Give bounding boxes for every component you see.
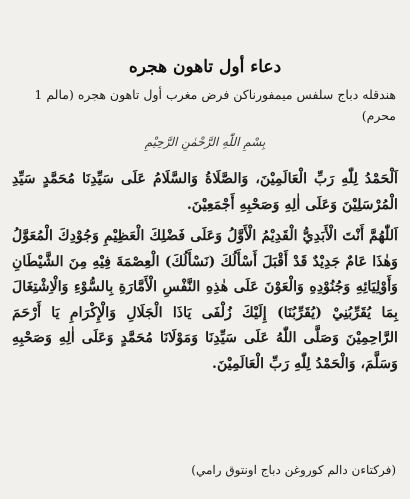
basmala: بِسْمِ اللّٰهِ الرَّحْمٰنِ الرَّحِيْمِ	[144, 135, 266, 149]
prayer-body	[12, 167, 398, 383]
prayer-paragraph: اَلْحَمْدُ لِلّٰهِ رَبِّ الْعَالَمِيْنَ، وَالصَّلَاةُ وَالسَّلَامُ عَلَى سَيِّدِنَا مُحَمَّدٍ سَيِّدِ الْمُرْسَلِيْنَ وَعَلَى اٰلِهِ وَصَحْبِهِ أَجْمَعِيْنَ.	[12, 171, 398, 213]
intro-text: هندقله دباج سلفس ميمفورناكن فرض مغرب أول تاهون هجره (مالم 1 محرم)	[34, 87, 396, 123]
footnote: (فركتاءن دالم كوروغن دباج اونتوق رامي)	[191, 463, 396, 477]
page-title: دعاء أول تاهون هجره	[128, 57, 282, 77]
prayer-paragraph: اَللّٰهُمَّ أَنْتَ الْأَبَدِيُّ الْقَدِيْمُ الْأَوَّلُ وَعَلَى فَضْلِكَ الْعَظِيْمِ وَجُوْدِكَ الْمُعَوَّلُ وَهٰذَا عَامٌ جَدِيْدٌ قَدْ أَقْبَلَ أَسْأَلُكَ (نَسْأَلُكَ) الْعِصْمَةَ فِيْهِ مِنَ الشَّيْطَانِ وَأَوْلِيَائِهِ وَجُنُوْدِهِ وَالْعَوْنَ عَلَى هٰذِهِ النَّفْسِ الْأَمَّارَةِ بِالسُّوْءِ وَالْاِشْتِغَالَ بِمَا يُقَرِّبُنِيْ (يُقَرِّبُنَا) إِلَيْكَ زُلْفَى يَاذَا الْجَلَالِ وَالْإِكْرَامِ يَا أَرْحَمَ الرَّاحِمِيْنَ وَصَلَّى اللّٰهُ عَلَى سَيِّدِنَا وَمَوْلَانَا مُحَمَّدٍ وَعَلَى اٰلِهِ وَصَحْبِهِ وَسَلَّمَ، وَالْحَمْدُ لِلّٰهِ رَبِّ الْعَالَمِيْنَ.	[12, 228, 398, 372]
